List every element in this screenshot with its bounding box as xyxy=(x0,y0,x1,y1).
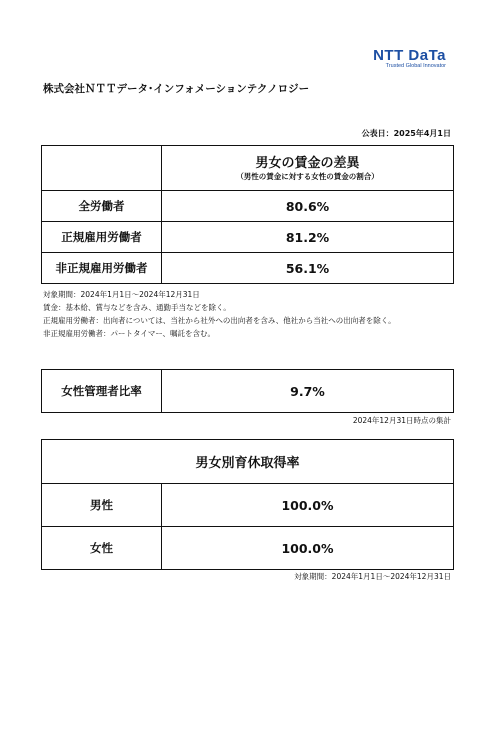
table-row xyxy=(42,484,454,527)
table-row xyxy=(42,222,454,253)
logo-wordmark: NTT DaTa xyxy=(373,47,446,64)
row-value: 100.0% xyxy=(162,484,454,527)
parental-leave-title: 男女別育休取得率 xyxy=(42,440,454,484)
logo-tagline: Trusted Global Innovator xyxy=(385,63,446,69)
note-line: 正規雇用労働者：出向者については、当社から社外への出向者を含み、他社から当社への出向者を除く。 xyxy=(43,316,396,325)
female-managers-note: 2024年12月31日時点の集計 xyxy=(352,416,451,425)
wage-gap-header-row xyxy=(42,146,454,191)
table-row xyxy=(42,527,454,570)
row-label: 正規雇用労働者 xyxy=(42,222,162,253)
table-row xyxy=(42,370,454,413)
empty-header-cell xyxy=(42,146,162,191)
row-value: 100.0% xyxy=(162,527,454,570)
row-value: 80.6% xyxy=(162,191,454,222)
row-value: 81.2% xyxy=(162,222,454,253)
row-label: 非正規雇用労働者 xyxy=(42,253,162,284)
row-value: 56.1% xyxy=(162,253,454,284)
wage-gap-table xyxy=(41,145,454,284)
parental-leave-note: 対象期間：2024年1月1日～2024年12月31日 xyxy=(294,572,451,581)
table-row xyxy=(42,253,454,284)
parental-leave-header-row xyxy=(42,440,454,484)
row-label: 男性 xyxy=(42,484,162,527)
parental-leave-table xyxy=(41,439,454,570)
note-line: 対象期間：2024年1月1日～2024年12月31日 xyxy=(43,290,200,299)
wage-gap-subtitle: （男性の賃金に対する女性の賃金の割合） xyxy=(236,171,379,181)
company-name: 株式会社ＮＴＴデータ･インフォメーションテクノロジー xyxy=(43,83,310,95)
wage-gap-notes xyxy=(43,288,396,340)
note-line: 非正規雇用労働者：パートタイマー、嘱託を含む。 xyxy=(43,329,216,338)
row-label: 女性管理者比率 xyxy=(42,370,162,413)
row-label: 女性 xyxy=(42,527,162,570)
wage-gap-title: 男女の賃金の差異 xyxy=(255,155,360,171)
table-row xyxy=(42,191,454,222)
wage-gap-header xyxy=(162,146,454,191)
company-logo xyxy=(373,48,446,70)
row-label: 全労働者 xyxy=(42,191,162,222)
row-value: 9.7% xyxy=(162,370,454,413)
note-line: 賃金：基本給、賞与などを含み、通勤手当などを除く。 xyxy=(43,303,231,312)
female-managers-table xyxy=(41,369,454,413)
publication-date: 公表日：2025年4月1日 xyxy=(361,129,451,138)
